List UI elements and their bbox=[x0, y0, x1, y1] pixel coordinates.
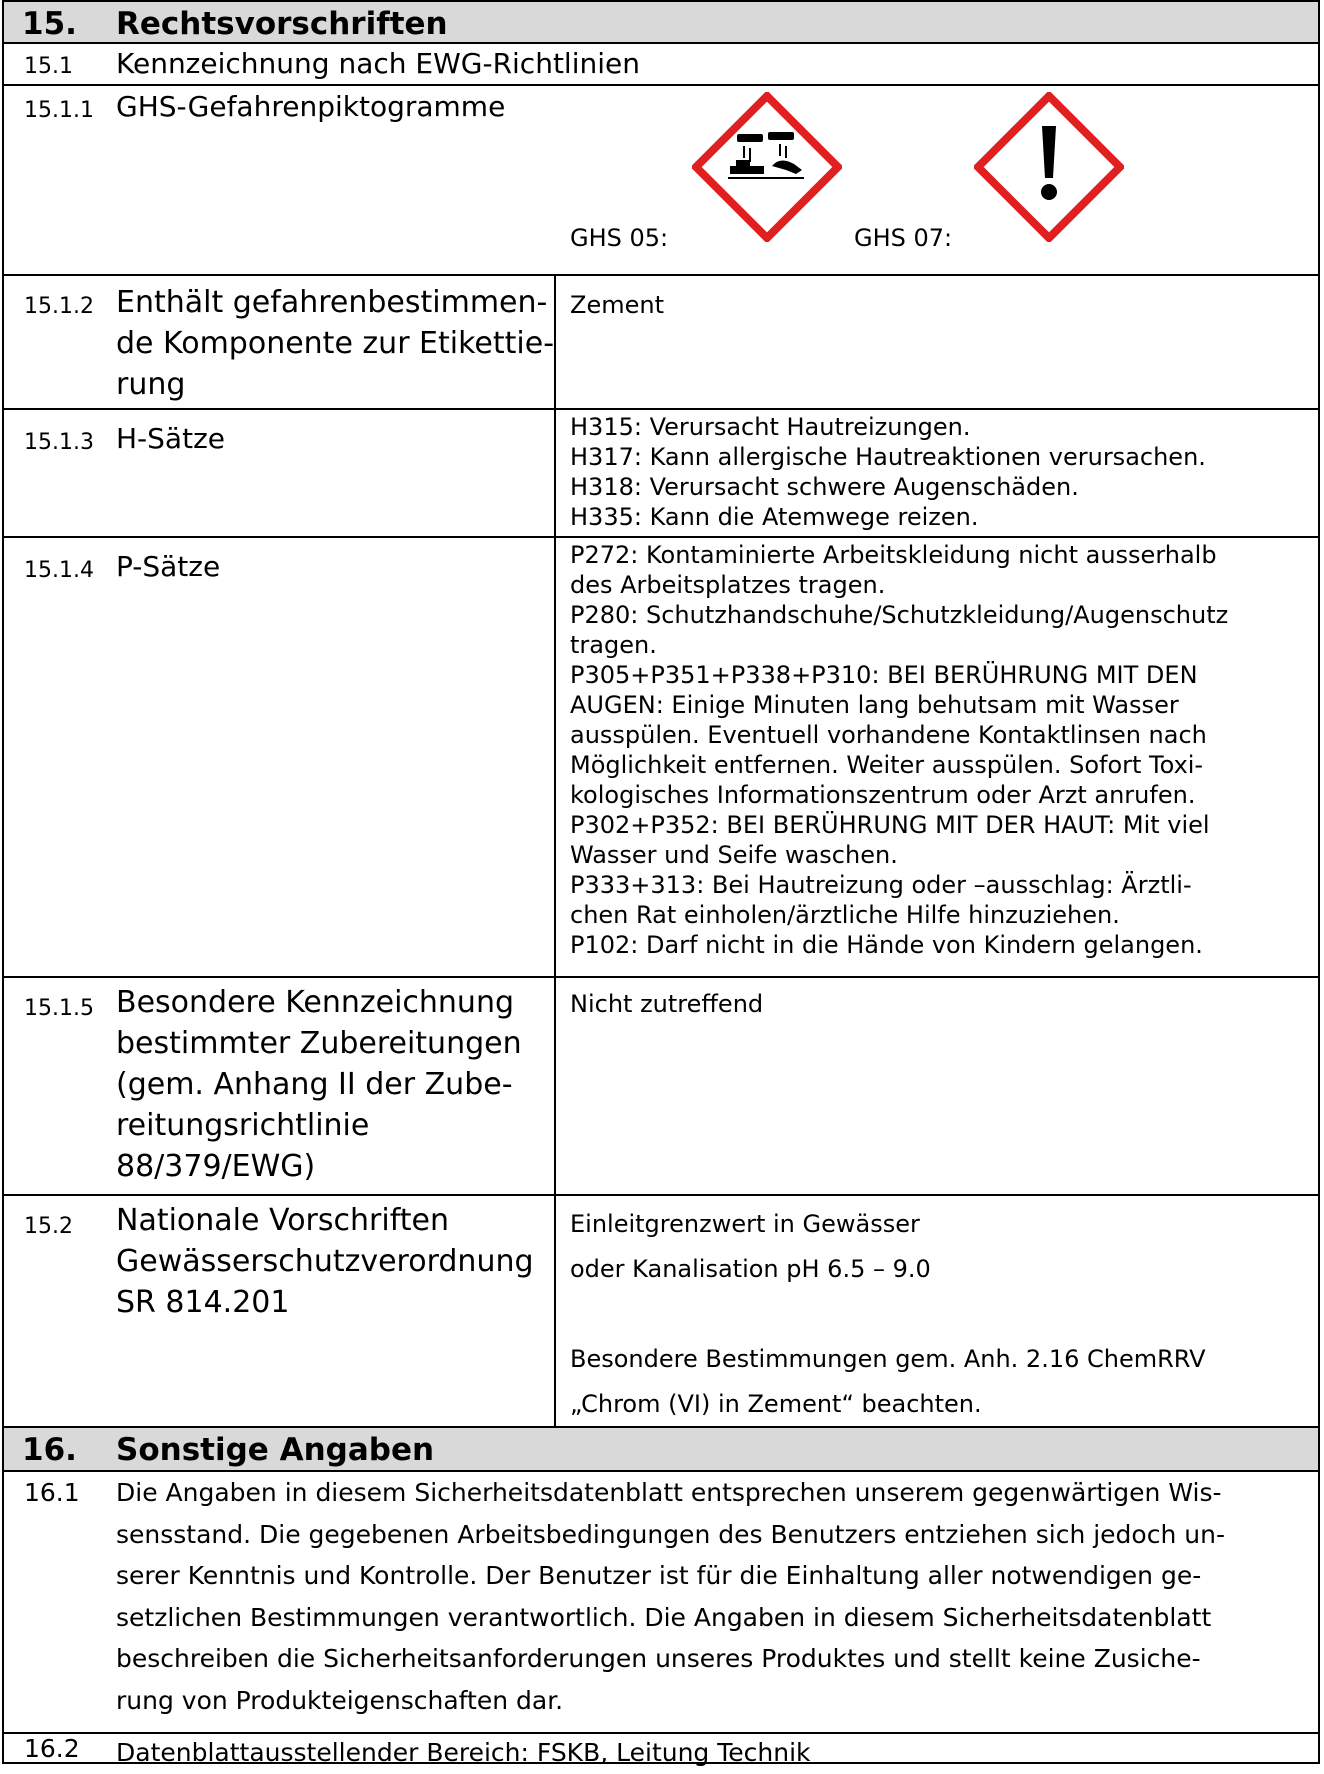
paragraph-line: Die Angaben in diesem Sicherheitsdatenblatt entsprechen unserem gegenwärtigen Wis- bbox=[116, 1478, 1222, 1507]
section-header-16 bbox=[2, 1428, 1320, 1472]
p-statement-line: P280: Schutzhandschuhe/Schutzkleidung/Augenschutz bbox=[570, 601, 1229, 629]
row-15-1-5 bbox=[2, 978, 1320, 1196]
row-label: GHS-Gefahrenpiktogramme bbox=[116, 90, 506, 123]
paragraph-line: setzlichen Bestimmungen verantwortlich. Die Angaben in diesem Sicherheitsdatenblatt bbox=[116, 1602, 1212, 1632]
paragraph-line: serer Kenntnis und Kontrolle. Der Benutzer ist für die Einhaltung aller notwendigen ge- bbox=[116, 1561, 1202, 1590]
h-statements-list bbox=[570, 412, 1206, 532]
label-line: Gewässerschutzverordnung bbox=[116, 1244, 534, 1279]
column-divider bbox=[554, 978, 556, 1194]
p-statement-line: chen Rat einholen/ärztliche Hilfe hinzuziehen. bbox=[570, 901, 1120, 929]
row-number: 15.1.2 bbox=[24, 294, 94, 319]
row-15-2 bbox=[2, 1196, 1320, 1428]
value-line: Einleitgrenzwert in Gewässer bbox=[570, 1210, 920, 1238]
p-statement-line: des Arbeitsplatzes tragen. bbox=[570, 571, 886, 599]
paragraph-line: beschreiben die Sicherheitsanforderungen unseres Produktes und stellt keine Zusiche- bbox=[116, 1644, 1201, 1673]
label-line: rung bbox=[116, 367, 186, 402]
row-label bbox=[116, 1200, 534, 1323]
h-statement: H318: Verursacht schwere Augenschäden. bbox=[570, 473, 1079, 501]
p-statement-line: tragen. bbox=[570, 631, 657, 659]
h-statement: H335: Kann die Atemwege reizen. bbox=[570, 503, 979, 531]
section-title: Rechtsvorschriften bbox=[116, 6, 448, 42]
row-value bbox=[570, 1202, 1206, 1427]
row-label: P-Sätze bbox=[116, 550, 221, 583]
p-statement-line: P333+313: Bei Hautreizung oder –ausschlag: Ärztli- bbox=[570, 871, 1192, 899]
label-line: bestimmter Zubereitungen bbox=[116, 1026, 522, 1061]
row-16-2 bbox=[2, 1734, 1320, 1767]
p-statement-line: Wasser und Seife waschen. bbox=[570, 841, 898, 869]
label-line: (gem. Anhang II der Zube- bbox=[116, 1067, 513, 1102]
section-number: 15. bbox=[22, 6, 77, 42]
label-line: SR 814.201 bbox=[116, 1285, 290, 1320]
value-line: Besondere Bestimmungen gem. Anh. 2.16 ChemRRV bbox=[570, 1345, 1206, 1373]
label-line: 88/379/EWG) bbox=[116, 1149, 316, 1184]
row-15-1 bbox=[2, 44, 1320, 86]
corrosion-pictogram-icon bbox=[692, 92, 842, 242]
column-divider bbox=[554, 1196, 556, 1426]
label-line: Enthält gefahrenbestimmen- bbox=[116, 285, 548, 320]
section-title: Sonstige Angaben bbox=[116, 1432, 435, 1468]
row-15-1-3 bbox=[2, 410, 1320, 538]
column-divider bbox=[554, 538, 556, 976]
row-number: 15.1 bbox=[24, 54, 73, 79]
row-label: H-Sätze bbox=[116, 422, 225, 455]
row-label: Kennzeichnung nach EWG-Richtlinien bbox=[116, 47, 640, 80]
column-divider bbox=[554, 410, 556, 536]
row-15-1-1 bbox=[2, 86, 1320, 276]
row-number: 15.1.1 bbox=[24, 98, 94, 123]
p-statement-line: P305+P351+P338+P310: BEI BERÜHRUNG MIT DEN bbox=[570, 661, 1198, 689]
pictogram-caption-ghs05: GHS 05: bbox=[570, 224, 669, 252]
label-line: Nationale Vorschriften bbox=[116, 1203, 449, 1238]
row-value: Zement bbox=[570, 291, 664, 319]
label-line: Besondere Kennzeichnung bbox=[116, 985, 514, 1020]
paragraph-line: rung von Produkteigenschaften dar. bbox=[116, 1685, 564, 1715]
value-line: „Chrom (VI) in Zement“ beachten. bbox=[570, 1390, 982, 1418]
exclamation-pictogram-icon bbox=[974, 92, 1124, 242]
section-number: 16. bbox=[22, 1432, 77, 1468]
row-label bbox=[116, 982, 522, 1187]
label-line: de Komponente zur Etikettie- bbox=[116, 326, 555, 361]
row-number: 15.1.5 bbox=[24, 996, 94, 1021]
row-label bbox=[116, 282, 554, 405]
row-number: 15.1.3 bbox=[24, 430, 94, 455]
row-15-1-2 bbox=[2, 276, 1320, 410]
h-statement: H317: Kann allergische Hautreaktionen verursachen. bbox=[570, 443, 1206, 471]
row-paragraph bbox=[116, 1472, 1298, 1721]
h-statement: H315: Verursacht Hautreizungen. bbox=[570, 413, 971, 441]
p-statement-line: P102: Darf nicht in die Hände von Kindern gelangen. bbox=[570, 931, 1203, 959]
row-value: Nicht zutreffend bbox=[570, 990, 764, 1018]
p-statement-line: P302+P352: BEI BERÜHRUNG MIT DER HAUT: Mit viel bbox=[570, 811, 1210, 839]
label-line: reitungsrichtlinie bbox=[116, 1108, 370, 1143]
row-text: Datenblattausstellender Bereich: FSKB, Leitung Technik bbox=[116, 1738, 811, 1767]
p-statement-line: P272: Kontaminierte Arbeitskleidung nicht ausserhalb bbox=[570, 541, 1217, 569]
p-statement-line: AUGEN: Einige Minuten lang behutsam mit Wasser bbox=[570, 691, 1179, 719]
row-number: 16.2 bbox=[24, 1734, 80, 1763]
row-number: 15.2 bbox=[24, 1214, 73, 1239]
pictogram-caption-ghs07: GHS 07: bbox=[854, 224, 953, 252]
p-statements-list bbox=[570, 540, 1228, 960]
p-statement-line: kologisches Informationszentrum oder Arzt anrufen. bbox=[570, 781, 1196, 809]
section-header-15 bbox=[2, 0, 1320, 44]
row-number: 16.1 bbox=[24, 1478, 80, 1507]
column-divider bbox=[554, 276, 556, 408]
row-16-1 bbox=[2, 1472, 1320, 1734]
p-statement-line: ausspülen. Eventuell vorhandene Kontaktlinsen nach bbox=[570, 721, 1207, 749]
row-number: 15.1.4 bbox=[24, 558, 94, 583]
paragraph-line: sensstand. Die gegebenen Arbeitsbedingungen des Benutzers entziehen sich jedoch un- bbox=[116, 1519, 1225, 1549]
p-statement-line: Möglichkeit entfernen. Weiter ausspülen. Sofort Toxi- bbox=[570, 751, 1204, 779]
value-line-empty bbox=[570, 1292, 1206, 1337]
value-line: oder Kanalisation pH 6.5 – 9.0 bbox=[570, 1255, 931, 1283]
row-15-1-4 bbox=[2, 538, 1320, 978]
